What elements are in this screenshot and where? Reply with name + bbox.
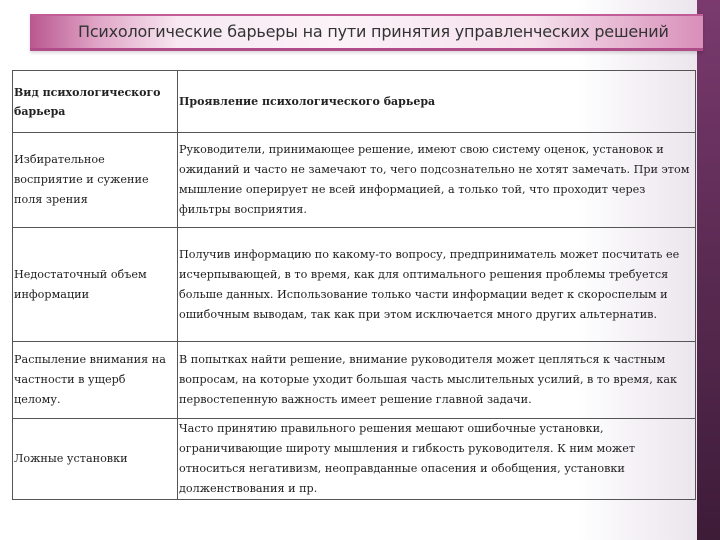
column-header-description: Проявление психологического барьера [178, 71, 696, 133]
barrier-description-cell: В попытках найти решение, внимание руководителя может цепляться к частным вопросам, на которые уходит большая часть мыслительных усилий, в то время, как первостепенную важность имеет решение главной задачи. [178, 342, 696, 419]
decorative-side-bar [697, 0, 720, 540]
table-row [13, 419, 696, 500]
title-banner [30, 14, 703, 51]
barrier-type-cell: Распыление внимания на частности в ущерб целому. [13, 342, 178, 419]
barrier-type-cell: Недостаточный объем информации [13, 228, 178, 342]
table-row [13, 342, 696, 419]
barrier-type-cell: Избирательное восприятие и сужение поля зрения [13, 133, 178, 228]
column-header-type: Вид психологического барьера [13, 71, 178, 133]
barrier-description-cell: Руководители, принимающее решение, имеют свою систему оценок, установок и ожиданий и часто не замечают то, чего подсознательно не хотят замечать. При этом мышление оперирует не всей информацией, а только той, что проходит через фильтры восприятия. [178, 133, 696, 228]
barrier-type-cell: Ложные установки [13, 419, 178, 500]
barrier-description-cell: Получив информацию по какому-то вопросу, предприниматель может посчитать ее исчерпывающей, в то время, как для оптимального решения проблемы требуется больше данных. Использование только части информации ведет к скороспелым и ошибочным выводам, так как при этом исключается много других альтернатив. [178, 228, 696, 342]
table-header-row [13, 71, 696, 133]
barriers-table [12, 70, 696, 500]
table-row [13, 228, 696, 342]
barrier-description-cell: Часто принятию правильного решения мешают ошибочные установки, ограничивающие широту мышления и гибкость руководителя. К ним может относиться негативизм, неоправданные опасения и обобщения, установки долженствования и пр. [178, 419, 696, 500]
slide-title: Психологические барьеры на пути принятия управленческих решений [78, 22, 669, 41]
table-row [13, 133, 696, 228]
